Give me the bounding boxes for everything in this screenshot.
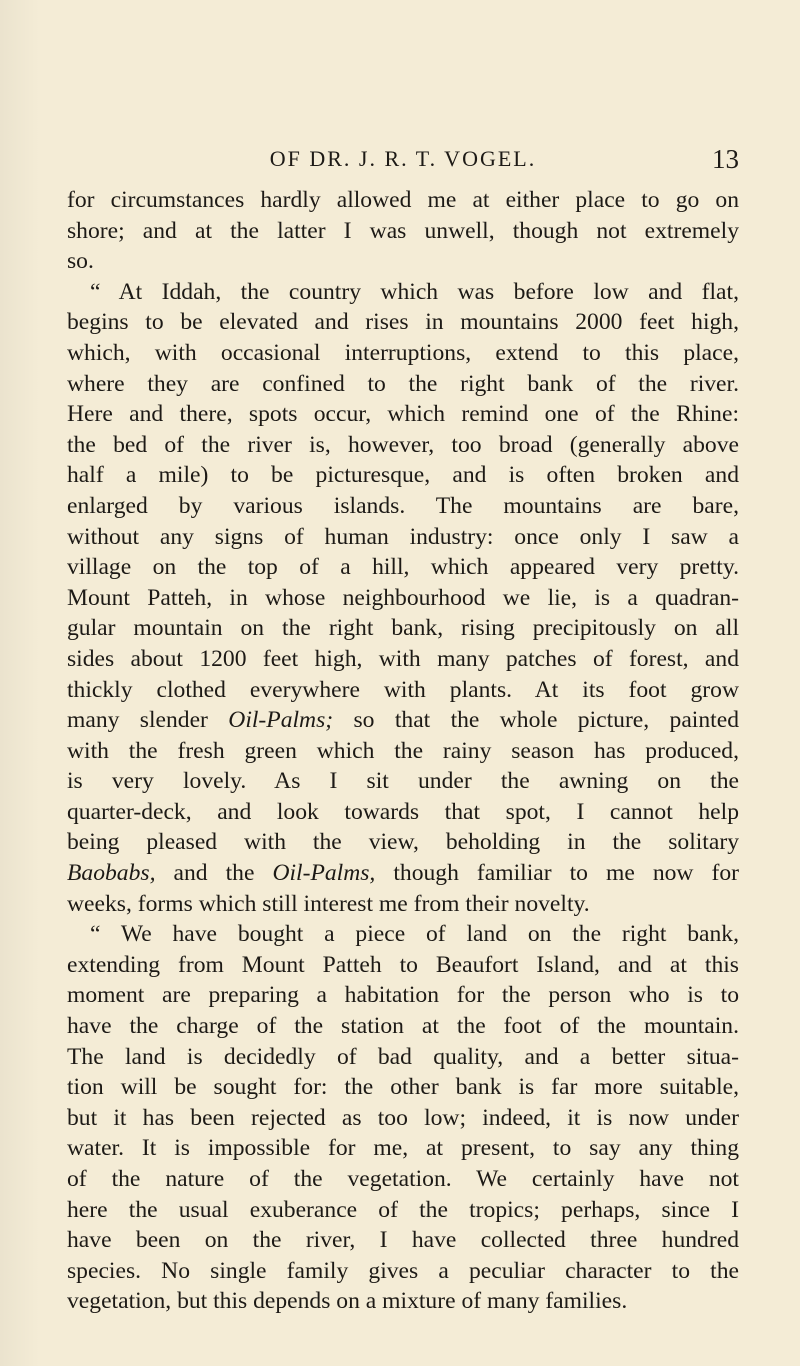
text-segment: many slender <box>67 707 229 734</box>
text-line <box>67 1011 739 1042</box>
text-segment: tion will be sought for: the other bank is far more suitable, <box>67 1074 739 1101</box>
page-number: 13 <box>712 144 739 174</box>
text-segment: is very lovely. As I sit under the awning on the <box>67 768 739 795</box>
text-line <box>67 827 739 858</box>
italic-term: Baobabs, <box>67 860 156 887</box>
text-segment: for circumstances hardly allowed me at either place to go on <box>67 187 739 213</box>
text-line <box>67 583 739 614</box>
text-segment: so that the whole picture, painted <box>333 707 739 734</box>
text-line <box>67 919 739 950</box>
text-line <box>67 980 739 1011</box>
text-segment: water. It is impossible for me, at present, to say any thing <box>67 1135 739 1162</box>
text-segment: and the <box>155 860 273 887</box>
text-line <box>67 491 739 522</box>
italic-term: Oil-Palms, <box>272 860 376 887</box>
text-segment: gular mountain on the right bank, rising precipitously on all <box>67 615 739 642</box>
text-line <box>67 185 739 216</box>
text-segment: village on the top of a hill, which appeared very pretty. <box>67 554 739 581</box>
text-segment: moment are preparing a habitation for the person who is to <box>67 982 739 1009</box>
text-segment: sides about 1200 feet high, with many patches of forest, and <box>67 645 739 672</box>
running-title: OF DR. J. R. T. VOGEL. <box>269 146 537 171</box>
text-segment: of the nature of the vegetation. We certainly have not <box>67 1166 739 1192</box>
text-line <box>67 705 739 736</box>
text-segment: have been on the river, I have collected three hundred <box>67 1227 739 1254</box>
text-line <box>67 858 739 889</box>
text-segment: thickly clothed everywhere with plants. At its foot grow <box>67 676 739 703</box>
page-header <box>67 142 739 176</box>
text-line <box>67 216 739 247</box>
text-line <box>67 613 739 644</box>
text-line <box>67 1195 739 1226</box>
text-line <box>67 1072 739 1103</box>
text-line <box>67 797 739 828</box>
text-line <box>67 369 739 400</box>
text-segment: extending from Mount Patteh to Beaufort Island, and at this <box>67 951 739 978</box>
text-segment: quarter-deck, and look towards that spot, I cannot help <box>67 798 739 825</box>
text-segment: “ At Iddah, the country which was before low and flat, <box>90 278 739 305</box>
text-line <box>67 1225 739 1256</box>
text-segment: which, with occasional interruptions, extend to this place, <box>67 339 739 366</box>
text-segment: being pleased with the view, beholding in the solitary <box>67 829 739 856</box>
text-segment: but it has been rejected as too low; indeed, it is now under <box>67 1104 739 1131</box>
text-line <box>67 1164 739 1195</box>
text-line <box>67 950 739 981</box>
italic-term: Oil-Palms; <box>228 707 334 734</box>
text-line <box>67 644 739 675</box>
text-segment: Mount Patteh, in whose neighbourhood we lie, is a quadran- <box>67 584 739 611</box>
text-line <box>67 430 739 461</box>
text-line <box>67 338 739 369</box>
text-segment: “ We have bought a piece of land on the right bank, <box>90 921 739 948</box>
text-segment: the bed of the river is, however, too broad (generally above <box>67 431 739 458</box>
text-segment: weeks, forms which still interest me from their novelty. <box>67 890 590 917</box>
text-segment: shore; and at the latter I was unwell, though not extremely <box>67 217 739 244</box>
text-segment: have the charge of the station at the foot of the mountain. <box>67 1013 739 1040</box>
text-line <box>67 889 739 920</box>
text-line <box>67 1256 739 1287</box>
text-line <box>67 307 739 338</box>
text-line <box>67 1286 739 1317</box>
text-line <box>67 522 739 553</box>
text-segment: enlarged by various islands. The mountains are bare, <box>67 492 739 519</box>
text-segment: Here and there, spots occur, which remind one of the Rhine: <box>67 401 739 428</box>
text-line <box>67 1042 739 1073</box>
text-segment: without any signs of human industry: once only I saw a <box>67 523 739 550</box>
text-segment: The land is decidedly of bad quality, and a better situa- <box>67 1043 739 1070</box>
text-line <box>67 766 739 797</box>
text-line <box>67 246 739 277</box>
body-text <box>67 185 739 1317</box>
text-segment: so. <box>67 248 94 275</box>
text-line <box>67 277 739 308</box>
text-segment: begins to be elevated and rises in mountains 2000 feet high, <box>67 309 739 336</box>
text-segment: species. No single family gives a peculiar character to the <box>67 1257 739 1284</box>
text-segment: vegetation, but this depends on a mixture of many families. <box>67 1288 628 1315</box>
text-line <box>67 399 739 430</box>
text-line <box>67 675 739 706</box>
text-segment: half a mile) to be picturesque, and is often broken and <box>67 462 739 489</box>
text-segment: though familiar to me now for <box>375 860 739 887</box>
text-line <box>67 460 739 491</box>
text-segment: with the fresh green which the rainy season has produced, <box>67 737 739 764</box>
text-line <box>67 1103 739 1134</box>
text-line <box>67 1133 739 1164</box>
text-line <box>67 736 739 767</box>
text-segment: here the usual exuberance of the tropics; perhaps, since I <box>67 1196 739 1223</box>
text-segment: where they are confined to the right bank of the river. <box>67 370 739 397</box>
text-line <box>67 552 739 583</box>
